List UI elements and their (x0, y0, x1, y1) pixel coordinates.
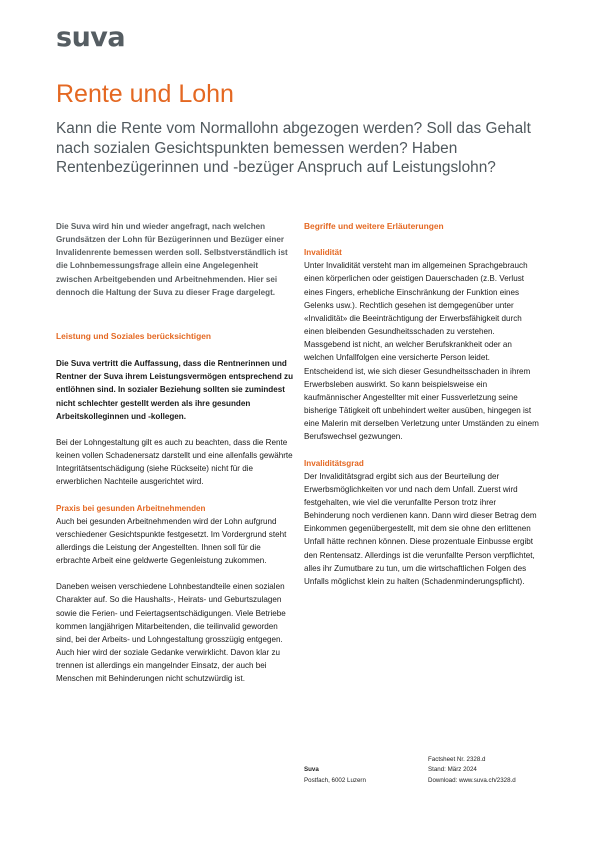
footer-org: Suva (304, 766, 319, 774)
footer-factsheet: Factsheet Nr. 2328.d (428, 756, 486, 763)
section-heading-praxis: Praxis bei gesunden Arbeitnehmenden (56, 503, 206, 513)
section2-paragraph-2: Daneben weisen verschiedene Lohnbestandteile einen sozialen Charakter auf. So die Haushalts-, Heirats- und Geburtszulagen sowie die Ferien- und Feiertagsentschädigungen. Viele Betriebe kommen langjährigen Mitarbeitenden, die teilinvalid geworden sind, bei der Arbeits- und Lohngestaltung grosszügig entgegen. Auch hier wird der soziale Gedanke verwirklicht. Davon klar zu trennen ist allerdings ein mangelnder Einsatz, der auch bei Menschen mit Behinderungen nicht schutzwürdig ist. (56, 582, 286, 684)
footer-postfach: Postfach, 6002 Luzern (304, 776, 366, 784)
suva-logo: suva (56, 22, 126, 53)
section-heading-leistung: Leistung und Soziales berücksichtigen (56, 330, 211, 341)
right-column (304, 220, 540, 588)
footer-meta (428, 755, 516, 786)
left-column (56, 220, 296, 686)
footer-address (304, 755, 366, 786)
footer-download-link[interactable]: Download: www.suva.ch/2328.d (428, 776, 516, 784)
subheading-invaliditaet: Invalidität (304, 248, 342, 258)
page-title: Rente und Lohn (56, 80, 234, 108)
intro-paragraph: Die Suva wird hin und wieder angefragt, nach welchen Grundsätzen der Lohn für Bezügerinnen und Bezüger einer Invalidenrente bemessen werden soll. Selbstverständlich ist die Lohnbemessungsfrage allein eine Angelegenheit zwischen Arbeitgebenden und Arbeitnehmenden. Hier sei dennoch die Haltung der Suva zu dieser Frage dargelegt. (56, 222, 288, 297)
section2-paragraph-1: Auch bei gesunden Arbeitnehmenden wird der Lohn aufgrund verschiedener Gesichtspunkte festgesetzt. Im Vordergrund steht allerdings die Leistung der Angestellten. Ihnen soll für die erbrachte Arbeit eine geldwerte Gegenleistung zukommen. (56, 516, 287, 566)
page-subtitle: Kann die Rente vom Normallohn abgezogen werden? Soll das Gehalt nach sozialen Gesichtspunkten bemessen werden? Haben Rentenbezügerinnen und -bezüger Anspruch auf Leistungslohn? (56, 120, 531, 176)
footer-stand: Stand: März 2024 (428, 766, 477, 774)
section1-paragraph: Bei der Lohngestaltung gilt es auch zu beachten, dass die Rente keinen vollen Schadenersatz darstellt und eine allenfalls gewährte Integritätsentschädigung (siehe Rückseite) nicht für die erwerblichen Nachteile ausgerichtet wird. (56, 437, 293, 487)
invaliditaet-paragraph: Unter Invalidität versteht man im allgemeinen Sprachgebrauch einen körperlichen oder geistigen Dauerschaden (z.B. Verlust eines Fingers, erhebliche Einschränkung der Funktion eines Gelenks usw.). Rechtlich gesehen ist demgegenüber unter «Invalidität» die Beeinträchtigung der Erwerbsfähigkeit durch einen bleibenden Gesundheitsschaden zu verstehen. Massgebend ist nicht, an welcher Berufskrankheit oder an welchen Unfallfolgen eine versicherte Person leidet. Entscheidend ist, wie sich dieser Gesundheitsschaden in ihrem Erwerbsleben auswirkt. So kann beispielsweise ein kaufmännischer Angestellter mit einer Fussverletzung seine bisherige Tätigkeit oft unbehindert weiter ausüben, hingegen ist eine Malerin mit derselben Verletzung unter Umständen zu einem Berufswechsel gezwungen. (304, 261, 539, 442)
section-heading-begriffe: Begriffe und weitere Erläuterungen (304, 221, 444, 231)
invaliditaetsgrad-paragraph: Der Invaliditätsgrad ergibt sich aus der Beurteilung der Erwerbsmöglichkeiten vor und nach dem Unfall. Zuerst wird festgehalten, wie viel die verunfallte Person trotz ihrer Behinderung noch verdienen kann. Dann wird dieser Betrag dem Einkommen gegenübergestellt, mit dem sie ohne den erlittenen Unfall hätte rechnen können. Diese prozentuale Einbusse ergibt den Rentensatz. Allerdings ist die verunfallte Person verpflichtet, alles ihr Zumutbare zu tun, um die wirtschaftlichen Folgen des Unfalls möglichst klein zu halten (Schadenminderungspflicht). (304, 471, 537, 586)
subheading-invaliditaetsgrad: Invaliditätsgrad (304, 458, 364, 468)
section1-bold-paragraph: Die Suva vertritt die Auffassung, dass die Rentnerinnen und Rentner der Suva ihrem Leistungsvermögen entsprechend zu entlöhnen sind. In sozialer Beziehung sollten sie zumindest nicht schlechter gestellt werden als ihre gesunden Arbeitskolleginnen und -kollegen. (56, 359, 294, 421)
